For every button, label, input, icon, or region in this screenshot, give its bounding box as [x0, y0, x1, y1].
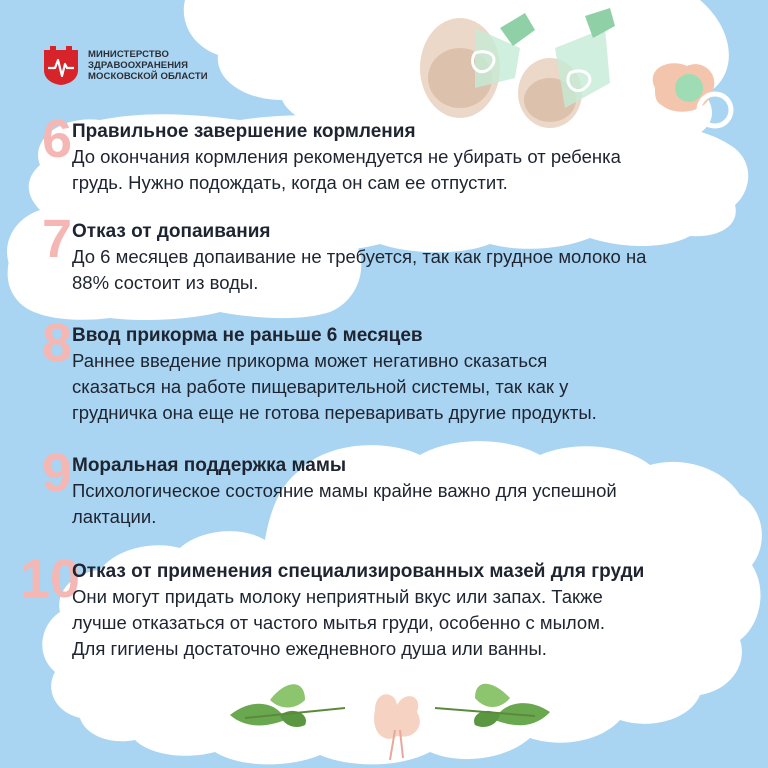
item-text-line: сказаться на работе пищеварительной системы, так как у: [72, 376, 569, 397]
item-text-line: Раннее введение прикорма может негативно сказаться: [72, 350, 548, 371]
list-item: [72, 560, 732, 662]
item-text-line: Для гигиены достаточно ежедневного душа или ванны.: [72, 638, 547, 659]
logo-line: МОСКОВСКОЙ ОБЛАСТИ: [88, 70, 208, 82]
list-item: [72, 324, 732, 426]
item-number: 6: [42, 109, 73, 169]
item-title: Отказ от применения специализированных мазей для груди: [72, 561, 645, 582]
coat-of-arms-icon: [42, 44, 80, 86]
ministry-logo: [42, 44, 208, 86]
item-text-line: Психологическое состояние мамы крайне важно для успешной: [72, 480, 617, 501]
list-item: [72, 120, 732, 196]
list-item: [72, 220, 732, 296]
item-number: 7: [42, 209, 73, 269]
pacifier-and-bottles-illustration: [405, 8, 735, 133]
item-number: 8: [42, 313, 73, 373]
logo-line: ЗДРАВООХРАНЕНИЯ: [88, 59, 189, 71]
item-text-line: До окончания кормления рекомендуется не убирать от ребенка: [72, 146, 621, 167]
flower-icon: [374, 694, 420, 760]
bottle-icon: [420, 13, 535, 118]
item-title: Правильное завершение кормления: [72, 121, 416, 142]
item-text-line: грудничка она еще не готова переваривать другие продукты.: [72, 402, 597, 423]
logo-line: МИНИСТЕРСТВО: [88, 48, 169, 60]
list-item: [72, 454, 732, 530]
leaf-icon: [230, 684, 345, 727]
pacifier-icon: [653, 63, 731, 126]
item-text-line: До 6 месяцев допаивание не требуется, так как грудное молоко на: [72, 246, 647, 267]
item-text-line: 88% состоит из воды.: [72, 272, 259, 293]
item-number: 10: [20, 549, 81, 609]
ministry-name: [88, 49, 208, 82]
leaf-icon: [435, 684, 550, 727]
leaves-illustration: [225, 670, 555, 768]
item-text-line: лучше отказаться от частого мытья груди, особенно с мылом.: [72, 612, 606, 633]
item-text-line: грудь. Нужно подождать, когда он сам ее отпустит.: [72, 172, 508, 193]
item-title: Моральная поддержка мамы: [72, 455, 347, 476]
item-number: 9: [42, 443, 73, 503]
item-text-line: лактации.: [72, 506, 157, 527]
item-text-line: Они могут придать молоку неприятный вкус или запах. Также: [72, 586, 603, 607]
item-title: Отказ от допаивания: [72, 221, 271, 242]
item-title: Ввод прикорма не раньше 6 месяцев: [72, 325, 423, 346]
